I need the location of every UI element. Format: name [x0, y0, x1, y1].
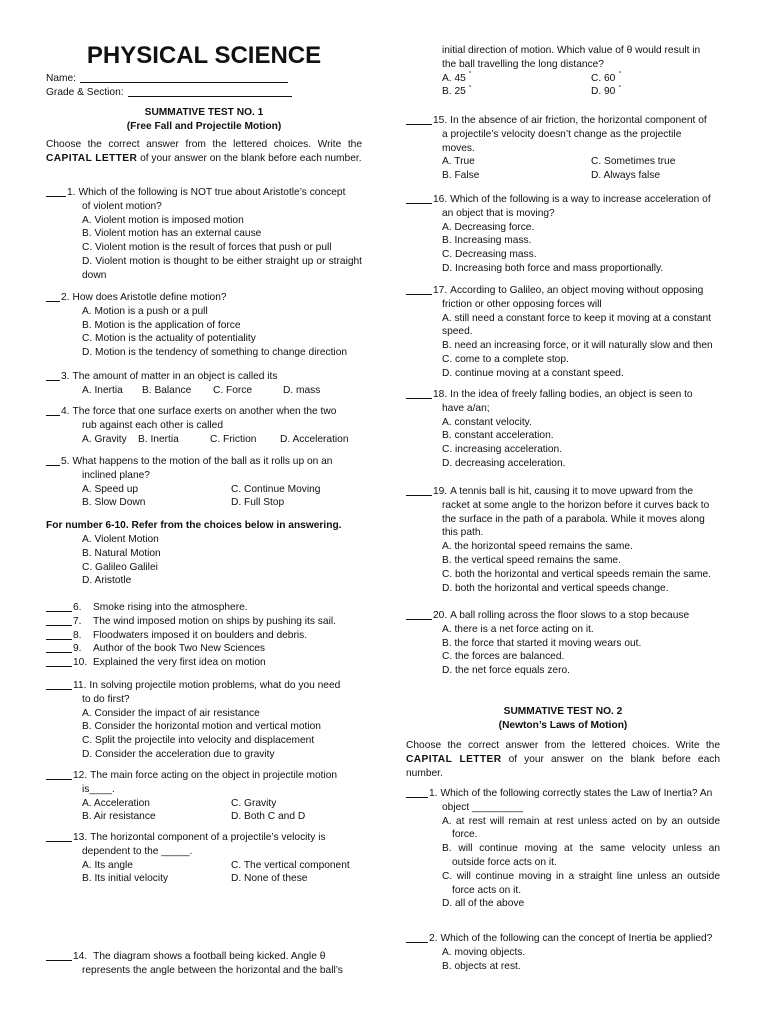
question-5: 5. What happens to the motion of the ball as it rolls up on an inclined plane? A. Speed up C. Continue Moving B. Slow Down D. Full Stop	[46, 455, 362, 510]
choice-a: A. Violent Motion	[82, 534, 159, 545]
question-text: What happens to the motion of the ball as it rolls up on an	[72, 456, 333, 467]
option-c: C. will continue moving in a straight line unless an outside force acts on it.	[442, 870, 720, 896]
option-a: A. at rest will remain at rest unless acted on by an outside force.	[442, 815, 720, 841]
option-d: D. Always false	[591, 170, 661, 182]
option-d: D. mass	[283, 384, 321, 396]
question-13: 13. The horizontal component of a projectile’s velocity is dependent to the _____. A. Its angle C. The vertical component B. Its initial velocity D. None of these	[46, 831, 362, 886]
question-text: The main force acting on the object in projectile motion	[90, 770, 338, 781]
degree-symbol: °	[468, 85, 472, 92]
answer-blank[interactable]	[46, 642, 72, 653]
answer-blank[interactable]	[406, 932, 428, 943]
option-b: B. Slow Down	[82, 497, 146, 509]
answer-blank[interactable]	[46, 679, 72, 690]
question-12: 12. The main force acting on the object in projectile motion is____. A. Acceleration C. Gravity B. Air resistance D. Both C and D	[46, 769, 362, 824]
option-b: B. Motion is the application of force	[82, 319, 241, 331]
degree-symbol: °	[618, 71, 622, 79]
question-14: 14. The diagram shows a football being kicked. Angle θ represents the angle between the horizontal and the ball’s	[46, 950, 362, 978]
answer-blank[interactable]	[406, 114, 432, 125]
question-2: 2. How does Aristotle define motion? A. Motion is a push or a pull B. Motion is the application of force C. Motion is the actuality of potentiality D. Motion is the tendency of something to change direction	[46, 291, 362, 360]
option-a: A. Motion is a push or a pull	[82, 305, 208, 317]
grade-blank[interactable]	[128, 86, 292, 97]
question-text: The horizontal component of a projectile’s velocity is	[90, 832, 326, 843]
answer-blank[interactable]	[406, 388, 432, 399]
capital-letter-emphasis: CAPITAL LETTER	[46, 152, 138, 164]
option-d: D. Motion is the tendency of something to change direction	[82, 347, 348, 359]
question-text: Which of the following can the concept of Inertia be applied?	[440, 933, 713, 944]
grade-label: Grade & Section:	[46, 87, 124, 98]
option-a: A. True	[442, 156, 475, 168]
answer-blank[interactable]	[406, 284, 432, 295]
question-15: 15. In the absence of air friction, the horizontal component of a projectile’s velocity doesn’t change as the projectile moves. A. True C. Sometimes true B. False D. Always false	[406, 114, 720, 183]
option-d: D. Acceleration	[280, 433, 349, 445]
option-b: B. the vertical speed remains the same.	[442, 554, 621, 566]
option-c: C. Motion is the actuality of potentiality	[82, 333, 256, 345]
answer-blank[interactable]	[406, 193, 432, 204]
option-a: A. still need a constant force to keep it moving at a constant speed.	[442, 312, 711, 338]
option-a: A. the horizontal speed remains the same.	[442, 541, 633, 553]
answer-blank[interactable]	[46, 405, 60, 416]
list-item: 9. Author of the book Two New Sciences	[46, 642, 362, 656]
option-b: B. Air resistance	[82, 811, 156, 823]
answer-blank[interactable]	[46, 291, 60, 302]
page-title: PHYSICAL SCIENCE	[86, 42, 322, 69]
option-a: A. Gravity	[82, 433, 127, 445]
option-c: C. increasing acceleration.	[442, 444, 563, 456]
option-a: A. moving objects.	[442, 946, 526, 958]
capital-letter-emphasis: CAPITAL LETTER	[406, 753, 502, 765]
option-d: D. Violent motion is thought to be either straight up or straight down	[82, 255, 362, 281]
option-b: B. 25 °	[442, 85, 472, 98]
question-text: A ball rolling across the floor slows to a stop because	[450, 610, 690, 621]
option-b: B. the force that started it moving wears out.	[442, 637, 642, 649]
option-c: C. the forces are balanced.	[442, 651, 565, 663]
question-text: The amount of matter in an object is called its	[72, 371, 278, 382]
matching-items	[46, 601, 362, 670]
answer-blank[interactable]	[406, 609, 432, 620]
option-a: A. constant velocity.	[442, 416, 532, 428]
test2-question-1: 1. Which of the following correctly states the Law of Inertia? An object _________ A. at rest will remain at rest unless acted on by an outside force. B. will continue moving at the same velocity unless an outside force acts on it. C. will continue moving in a straight line unless an outside force acts on it. D. all of the above	[406, 787, 720, 911]
question-text: How does Aristotle define motion?	[72, 292, 227, 303]
question-19: 19. A tennis ball is hit, causing it to move upward from the racket at some angle to the horizon before it curves back to the surface in the path of a parabola. While it moves along this path. A. the horizontal speed remains the same. B. the vertical speed remains the same. C. both the horizontal and vertical speeds remain the same. D. both the horizontal and vertical speeds change.	[406, 485, 720, 595]
option-c: C. Decreasing mass.	[442, 249, 537, 261]
option-c: C. both the horizontal and vertical speeds remain the same.	[442, 568, 711, 580]
answer-blank[interactable]	[46, 601, 72, 612]
answer-blank[interactable]	[46, 950, 72, 961]
degree-symbol: °	[618, 85, 622, 92]
test1-title: SUMMATIVE TEST NO. 1	[144, 107, 264, 118]
option-a: A. Its angle	[82, 859, 133, 871]
option-d: D. continue moving at a constant speed.	[442, 367, 624, 379]
option-b: B. Its initial velocity	[82, 873, 169, 885]
test2-instructions: Choose the correct answer from the lettered choices. Write the CAPITAL LETTER of your answer on the blank before each number.	[406, 740, 720, 779]
list-item: 6. Smoke rising into the atmosphere.	[46, 601, 362, 615]
option-d: D. both the horizontal and vertical speeds change.	[442, 582, 669, 594]
option-b: B. Increasing mass.	[442, 235, 532, 247]
option-c: C. Friction	[210, 433, 257, 445]
option-b: B. need an increasing force, or it will naturally slow and then	[442, 340, 713, 352]
question-1: 1. Which of the following is NOT true about Aristotle’s concept of violent motion? A. Violent motion is imposed motion B. Violent motion has an external cause C. Violent motion is the result of forces that push or pull D. Violent motion is thought to be either straight up or straight down	[46, 186, 362, 283]
question-text: According to Galileo, an object moving without opposing	[450, 285, 704, 296]
question-text: In the absence of air friction, the horizontal component of	[450, 115, 707, 126]
choice-d: D. Aristotle	[82, 575, 132, 587]
question-text: In the idea of freely falling bodies, an object is seen to	[450, 389, 693, 400]
name-label: Name:	[46, 73, 77, 84]
degree-symbol: °	[468, 71, 472, 79]
option-b: B. Consider the horizontal motion and vertical motion	[82, 721, 321, 733]
test1-subtitle: (Free Fall and Projectile Motion)	[126, 121, 282, 132]
test2-title: SUMMATIVE TEST NO. 2	[503, 706, 623, 717]
option-c: C. Continue Moving	[231, 483, 321, 495]
option-d: D. Both C and D	[231, 811, 306, 823]
question-11: 11. In solving projectile motion problems, what do you need to do first? A. Consider the impact of air resistance B. Consider the horizontal motion and vertical motion C. Split the projectile into velocity and displacement D. Consider the acceleration due to gravity	[46, 679, 362, 762]
option-c: C. Gravity	[231, 797, 277, 809]
option-b: B. Inertia	[138, 433, 179, 445]
option-b: B. objects at rest.	[442, 960, 521, 972]
option-a: A. Consider the impact of air resistance	[82, 707, 260, 719]
answer-blank[interactable]	[46, 186, 66, 197]
choice-c: C. Galileo Galilei	[82, 561, 158, 573]
option-a: A. Speed up	[82, 483, 139, 495]
option-a: A. Acceleration	[82, 797, 150, 809]
question-text: Which of the following correctly states the Law of Inertia? An	[440, 788, 713, 799]
question-text: Which of the following is a way to increase acceleration of	[450, 194, 711, 205]
test1-instructions: Choose the correct answer from the lettered choices. Write the CAPITAL LETTER of your answer on the blank before each number.	[46, 139, 362, 164]
question-3: 3. The amount of matter in an object is called its A. Inertia B. Balance C. Force D. mass	[46, 370, 362, 398]
option-c: C. The vertical component	[231, 859, 350, 871]
answer-blank[interactable]	[46, 455, 60, 466]
answer-blank[interactable]	[46, 370, 60, 381]
question-4: 4. The force that one surface exerts on another when the two rub against each other is called A. Gravity B. Inertia C. Friction D. Acceleration	[46, 405, 362, 446]
option-b: B. constant acceleration.	[442, 430, 554, 442]
question-text: Which of the following is NOT true about Aristotle’s concept	[78, 187, 346, 198]
answer-blank[interactable]	[406, 787, 428, 798]
test2-subtitle: (Newton’s Laws of Motion)	[498, 720, 628, 731]
question-text: A tennis ball is hit, causing it to move upward from the	[450, 486, 694, 497]
option-b: B. Balance	[142, 384, 192, 396]
choice-b: B. Natural Motion	[82, 547, 161, 559]
question-text: The force that one surface exerts on another when the two	[72, 406, 337, 417]
option-c: C. Sometimes true	[591, 156, 676, 168]
question-17: 17. According to Galileo, an object moving without opposing friction or other opposing forces will A. still need a constant force to keep it moving at a constant speed. B. need an increasing force, or it will naturally slow and then C. come to a complete stop. D. continue moving at a constant speed.	[406, 284, 720, 381]
option-d: D. Full Stop	[231, 497, 285, 509]
option-d: D. all of the above	[442, 898, 525, 910]
question-18: 18. In the idea of freely falling bodies, an object is seen to have a/an; A. constant velocity. B. constant acceleration. C. increasing acceleration. D. decreasing acceleration.	[406, 388, 720, 471]
option-d: D. 90 °	[591, 85, 622, 98]
question-16: 16. Which of the following is a way to increase acceleration of an object that is moving? A. Decreasing force. B. Increasing mass. C. Decreasing mass. D. Increasing both force and mass proportionally.	[406, 193, 720, 276]
option-c: C. 60 °	[591, 71, 622, 84]
matching-heading: For number 6-10. Refer from the choices below in answering.	[46, 520, 342, 531]
option-a: A. 45 °	[442, 71, 472, 84]
question-20: 20. A ball rolling across the floor slows to a stop because A. there is a net force acting on it. B. the force that started it moving wears out. C. the forces are balanced. D. the net force equals zero.	[406, 609, 720, 678]
answer-blank[interactable]	[46, 615, 72, 626]
option-a: A. Inertia	[82, 384, 123, 396]
list-item: 7. The wind imposed motion on ships by pushing its sail.	[46, 615, 362, 629]
option-d: D. decreasing acceleration.	[442, 457, 566, 469]
answer-blank[interactable]	[46, 831, 72, 842]
answer-blank[interactable]	[46, 656, 72, 667]
name-blank[interactable]	[80, 72, 288, 83]
question-text: The diagram shows a football being kicked. Angle θ	[93, 951, 326, 962]
answer-blank[interactable]	[46, 629, 72, 640]
option-d: D. Consider the acceleration due to gravity	[82, 748, 275, 760]
option-d: D. the net force equals zero.	[442, 665, 570, 677]
option-a: A. Violent motion is imposed motion	[82, 214, 244, 226]
option-c: C. come to a complete stop.	[442, 353, 569, 365]
option-a: A. there is a net force acting on it.	[442, 623, 594, 635]
option-c: C. Violent motion is the result of forces that push or pull	[82, 242, 332, 254]
option-d: D. Increasing both force and mass proportionally.	[442, 262, 664, 274]
option-b: B. Violent motion has an external cause	[82, 228, 262, 240]
option-d: D. None of these	[231, 873, 308, 885]
matching-choices	[46, 533, 362, 588]
option-b: B. False	[442, 170, 480, 182]
option-c: C. Split the projectile into velocity and displacement	[82, 735, 315, 747]
answer-blank[interactable]	[406, 485, 432, 496]
option-c: C. Force	[213, 384, 253, 396]
list-item: 10. Explained the very first idea on motion	[46, 656, 362, 670]
list-item: 8. Floodwaters imposed it on boulders and debris.	[46, 629, 362, 643]
option-a: A. Decreasing force.	[442, 221, 535, 233]
test2-question-2: 2. Which of the following can the concept of Inertia be applied? A. moving objects. B. objects at rest.	[406, 932, 720, 973]
question-14-continued: initial direction of motion. Which value of θ would result in the ball travelling the long distance? A. 45 ° C. 60 ° B. 25 ° D. 90 °	[406, 44, 720, 99]
option-b: B. will continue moving at the same velocity unless an outside force acts on it.	[442, 843, 720, 868]
answer-blank[interactable]	[46, 769, 72, 780]
grade-field	[46, 86, 362, 100]
name-field	[46, 72, 362, 86]
question-text: In solving projectile motion problems, what do you need	[89, 680, 341, 691]
